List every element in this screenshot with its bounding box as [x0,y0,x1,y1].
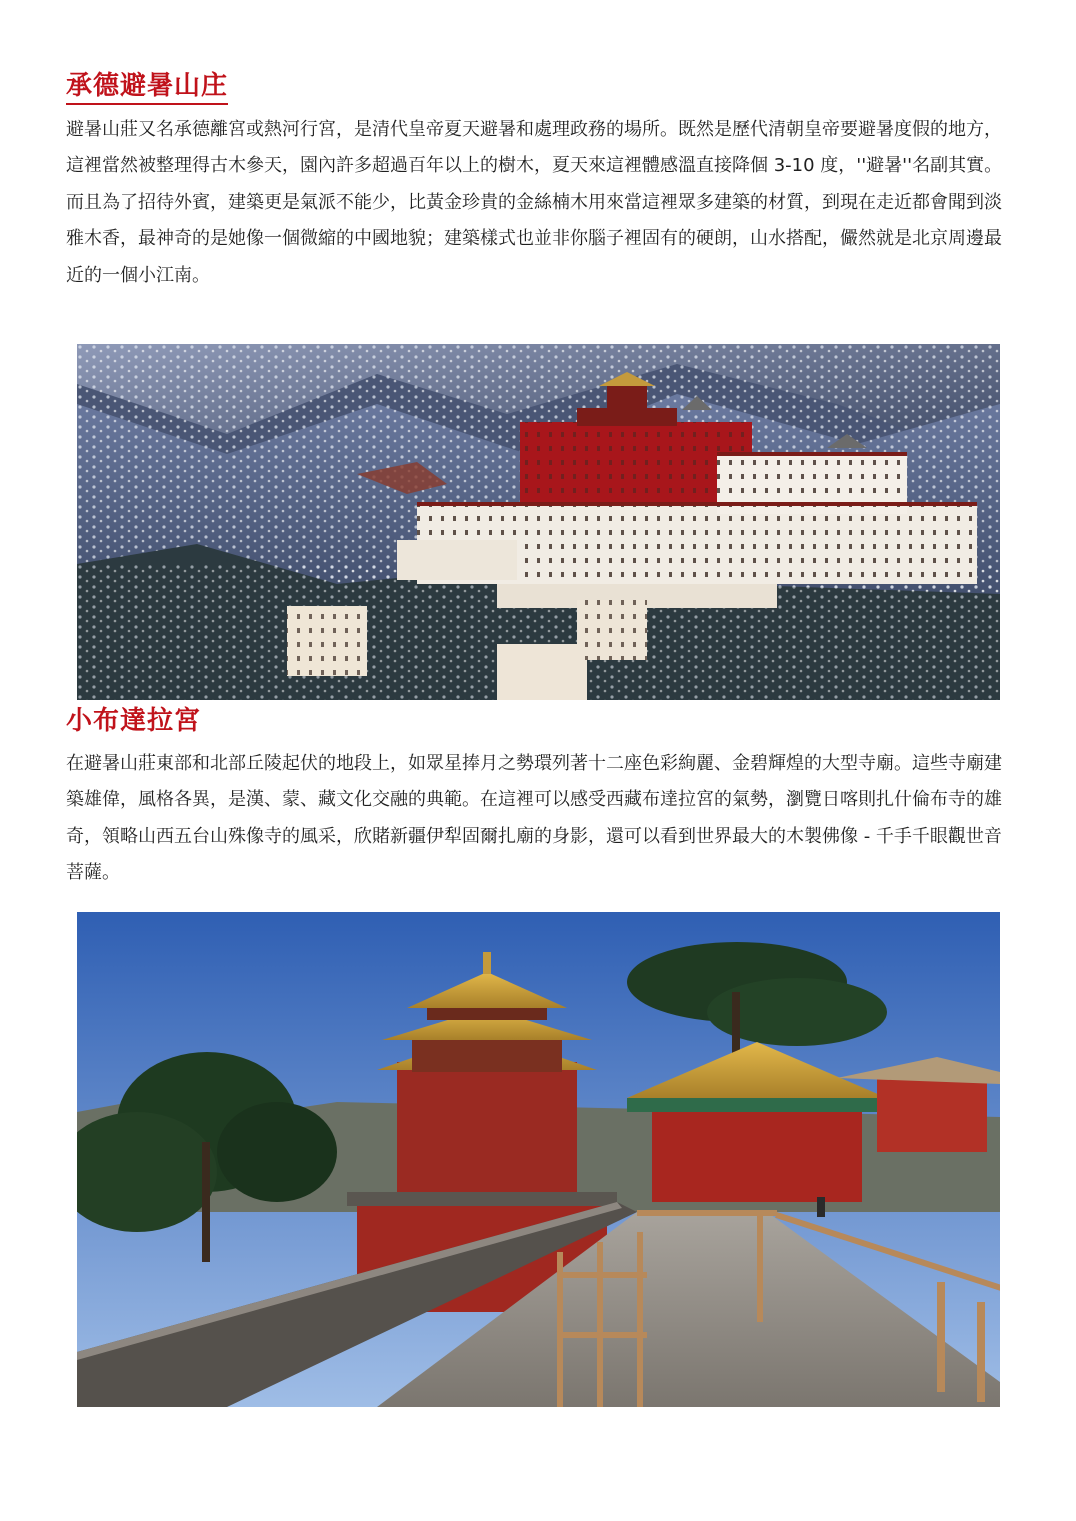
photo-temple-pavilions-walkway [77,912,1000,1407]
photo-snowy-temple-on-mountain [77,344,1000,700]
section-title-chengde: 承德避暑山庄 [66,70,228,105]
section-body-chengde: 避暑山莊又名承德離宮或熱河行宮，是清代皇帝夏天避暑和處理政務的場所。既然是歷代清朝皇帝要避暑度假的地方，這裡當然被整理得古木參天，園內許多超過百年以上的樹木，夏天來這裡體感溫直接降個 3-10 度，''避暑''名副其實。而且為了招待外賓，建築更是氣派不能少，比黃金珍貴的金絲楠木用來當這裡眾多建築的材質，到現在走近都會聞到淡雅木香，最神奇的是她像一個微縮的中國地貌；建築樣式也並非你腦子裡固有的硬朗，山水搭配，儼然就是北京周邊最近的一個小江南。 [66,119,1003,286]
section-body-little-potala: 在避暑山莊東部和北部丘陵起伏的地段上，如眾星捧月之勢環列著十二座色彩絢麗、金碧輝煌的大型寺廟。這些寺廟建築雄偉，風格各異，是漢、蒙、藏文化交融的典範。在這裡可以感受西藏布達拉宮的氣勢，瀏覽日喀則扎什倫布寺的雄奇，領略山西五台山殊像寺的風采，欣賭新疆伊犁固爾扎廟的身影，還可以看到世界最大的木製佛像 - 千手千眼觀世音菩薩。 [66,753,1002,884]
section-title-little-potala: 小布達拉宮 [66,706,202,736]
